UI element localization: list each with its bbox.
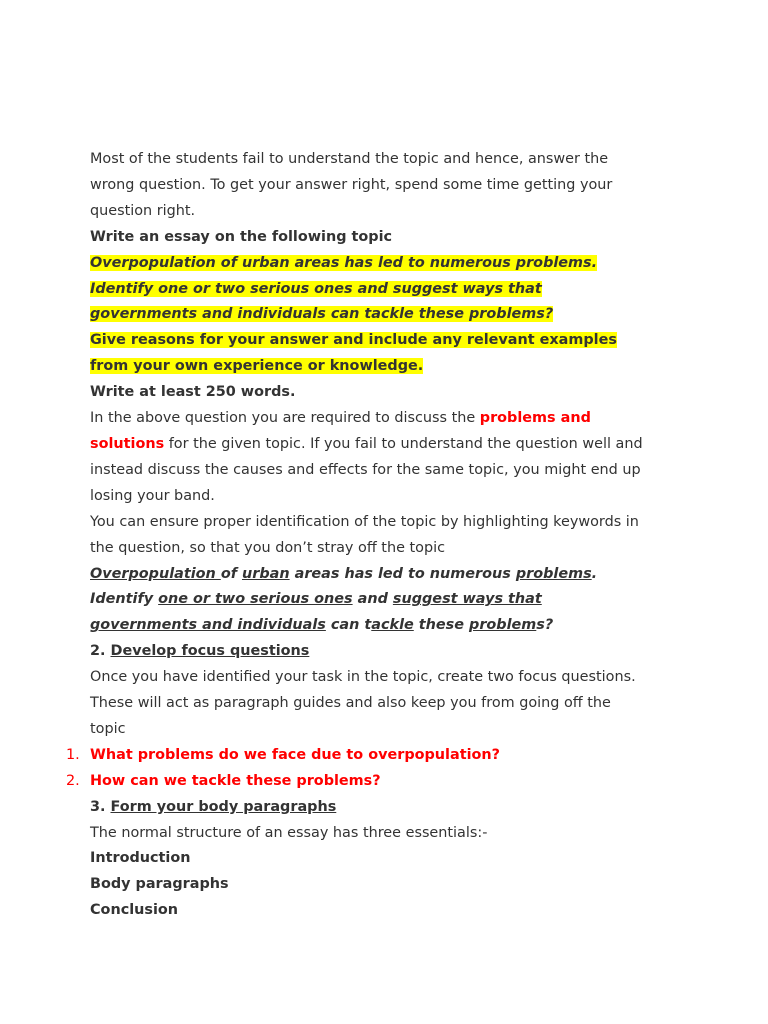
keyword-highlight: solutions bbox=[90, 435, 165, 452]
focus-line: Once you have identified your task in the topic, create two focus questions. bbox=[90, 669, 636, 686]
discuss-line: losing your band. bbox=[90, 487, 215, 504]
intro-line: question right. bbox=[90, 202, 196, 219]
keyword-topic-line: Identify one or two serious ones and suggest ways that bbox=[90, 591, 542, 608]
discuss-line: instead discuss the causes and effects for the same topic, you might end up bbox=[90, 461, 641, 478]
focus-line: topic bbox=[90, 720, 126, 737]
ensure-line: You can ensure proper identification of the topic by highlighting keywords in bbox=[90, 513, 639, 530]
underlined-keyword: governments and individuals bbox=[90, 617, 326, 634]
underlined-keyword: suggest ways that bbox=[392, 591, 542, 608]
essential-item: Body paragraphs bbox=[90, 876, 229, 893]
underlined-keyword: problem bbox=[469, 617, 537, 634]
reason-line: Give reasons for your answer and include any relevant examples bbox=[90, 332, 617, 349]
word-limit: Write at least 250 words. bbox=[90, 384, 296, 401]
underlined-keyword: urban bbox=[241, 565, 290, 582]
step-title: Form your body paragraphs bbox=[110, 798, 337, 815]
topic-line: Overpopulation of urban areas has led to numerous problems. bbox=[90, 254, 598, 271]
essential-item: Introduction bbox=[90, 850, 191, 867]
topic-line: governments and individuals can tackle these problems? bbox=[90, 306, 554, 323]
underlined-keyword: ackle bbox=[371, 617, 414, 634]
ensure-line: the question, so that you don’t stray off the topic bbox=[90, 539, 445, 556]
task-heading: Write an essay on the following topic bbox=[90, 228, 393, 245]
intro-line: Most of the students fail to understand the topic and hence, answer the bbox=[90, 151, 609, 167]
discuss-line: solutions for the given topic. If you fail to understand the question well and bbox=[90, 435, 643, 452]
step-heading: 3. Form your body paragraphs bbox=[90, 798, 337, 815]
keyword-topic-line: governments and individuals can tackle these problems? bbox=[90, 617, 554, 634]
list-number: 1. bbox=[66, 746, 80, 763]
discuss-line: In the above question you are required to discuss the problems and bbox=[90, 410, 591, 427]
keyword-topic-line: Overpopulation of urban areas has led to numerous problems. bbox=[90, 565, 598, 582]
focus-line: These will act as paragraph guides and also keep you from going off the bbox=[90, 695, 611, 712]
step-title: Develop focus questions bbox=[110, 643, 310, 660]
focus-question: 1. What problems do we face due to overpopulation? bbox=[90, 743, 690, 769]
focus-question: 2. How can we tackle these problems? bbox=[90, 769, 690, 795]
document-body bbox=[66, 147, 690, 924]
list-number: 2. bbox=[66, 772, 80, 789]
structure-line: The normal structure of an essay has three essentials:- bbox=[90, 824, 488, 841]
topic-line: Identify one or two serious ones and suggest ways that bbox=[90, 280, 542, 297]
intro-line: wrong question. To get your answer right, spend some time getting your bbox=[90, 176, 613, 193]
essential-item: Conclusion bbox=[90, 902, 179, 919]
underlined-keyword: one or two serious ones bbox=[158, 591, 353, 608]
keyword-highlight: problems and bbox=[479, 410, 591, 427]
reason-line: from your own experience or knowledge. bbox=[90, 358, 424, 375]
step-heading: 2. Develop focus questions bbox=[90, 643, 310, 660]
underlined-keyword: Overpopulation bbox=[90, 565, 221, 582]
underlined-keyword: problems bbox=[515, 565, 592, 582]
